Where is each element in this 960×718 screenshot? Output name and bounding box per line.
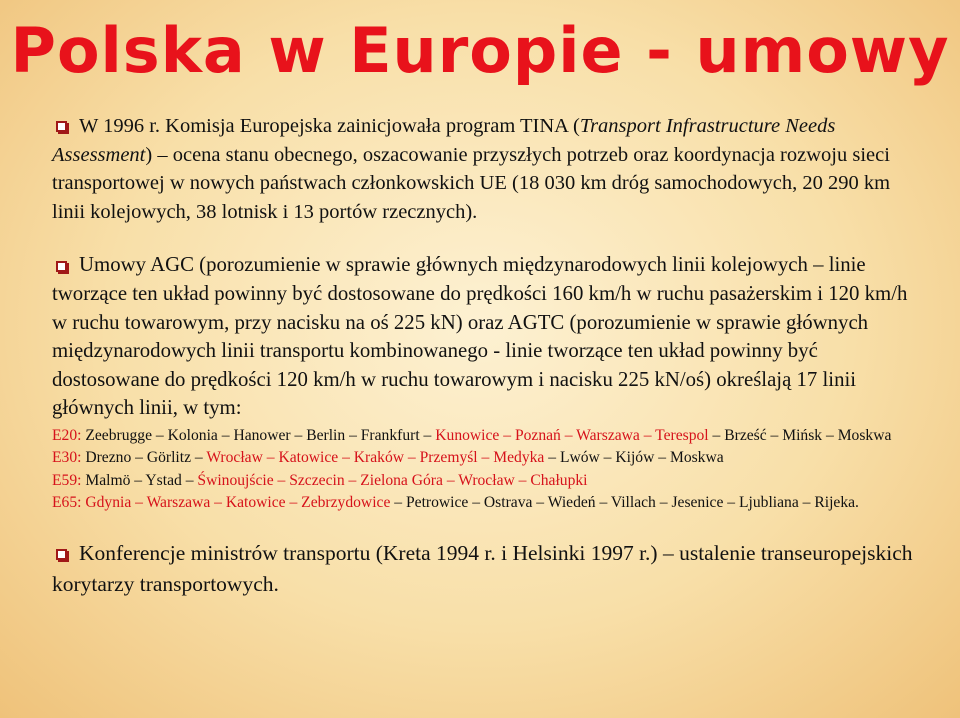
tina-lead: W 1996 r. Komisja Europejska zainicjowała program TINA ( bbox=[79, 115, 580, 137]
square-bullet-icon bbox=[56, 261, 67, 272]
route-segment: Kunowice – Poznań – Warszawa – Terespol bbox=[435, 426, 709, 444]
route-segment: – Brześć – Mińsk – Moskwa bbox=[708, 426, 892, 444]
route-code: E30: bbox=[52, 449, 82, 467]
route-segment: – Lwów – Kijów – Moskwa bbox=[544, 449, 724, 467]
paragraph-conferences bbox=[52, 538, 920, 600]
route-code: E59: bbox=[52, 471, 82, 489]
route-segment: Drezno – Görlitz – bbox=[81, 449, 207, 467]
route-e59 bbox=[52, 470, 920, 492]
route-e65 bbox=[52, 492, 920, 514]
slide-content bbox=[52, 112, 920, 600]
agc-text: Umowy AGC (porozumienie w sprawie głównych międzynarodowych linii kolejowych – linie tworzące ten układ powinny być dostosowane do prędkości 160 km/h w ruchu pasażerskim i 120 km/h w ruchu towarowym, przy nacisku na oś 225 kN) oraz AGTC (porozumienie w sprawie głównych międzynarodowych linii transportu kombinowanego - linie tworzące ten układ powinny być dostosowane do prędkości 120 km/h w ruchu towarowym i nacisku 225 kN/oś) określają 17 linii głównych linii, w tym: bbox=[52, 253, 908, 420]
square-bullet-icon bbox=[56, 549, 67, 560]
square-bullet-icon bbox=[56, 121, 67, 132]
route-segment: Świnoujście – Szczecin – Zielona Góra – Wrocław – Chałupki bbox=[197, 471, 588, 489]
tina-rest: ) – ocena stanu obecnego, oszacowanie przyszłych potrzeb oraz koordynacja rozwoju sieci transportowej w nowych państwach członkowskich UE (18 030 km dróg samochodowych, 20 290 km linii kolejowych, 38 lotnisk i 13 portów rzecznych). bbox=[52, 143, 891, 223]
route-code: E20: bbox=[52, 426, 82, 444]
route-segment: Wrocław – Katowice – Kraków – Przemyśl – Medyka bbox=[206, 449, 545, 467]
route-segment: – Petrowice – Ostrava – Wiedeń – Villach – Jesenice – Ljubliana – Rijeka. bbox=[390, 493, 859, 511]
paragraph-agc-agtc bbox=[52, 251, 920, 423]
route-e30 bbox=[52, 447, 920, 469]
route-e20 bbox=[52, 425, 920, 447]
conferences-text: Konferencje ministrów transportu (Kreta 1994 r. i Helsinki 1997 r.) – ustalenie transeuropejskich korytarzy transportowych. bbox=[52, 541, 913, 597]
route-code: E65: bbox=[52, 493, 82, 511]
tina-italic: Transport Infrastructure Needs Assessment bbox=[52, 115, 836, 166]
route-segment: Gdynia – Warszawa – Katowice – Zebrzydowice bbox=[81, 493, 391, 511]
paragraph-tina bbox=[52, 112, 920, 226]
route-segment: Malmö – Ystad – bbox=[81, 471, 198, 489]
route-segment: Zeebrugge – Kolonia – Hanower – Berlin – Frankfurt – bbox=[81, 426, 436, 444]
route-list bbox=[52, 425, 920, 514]
page-title: Polska w Europie - umowy bbox=[10, 14, 950, 87]
